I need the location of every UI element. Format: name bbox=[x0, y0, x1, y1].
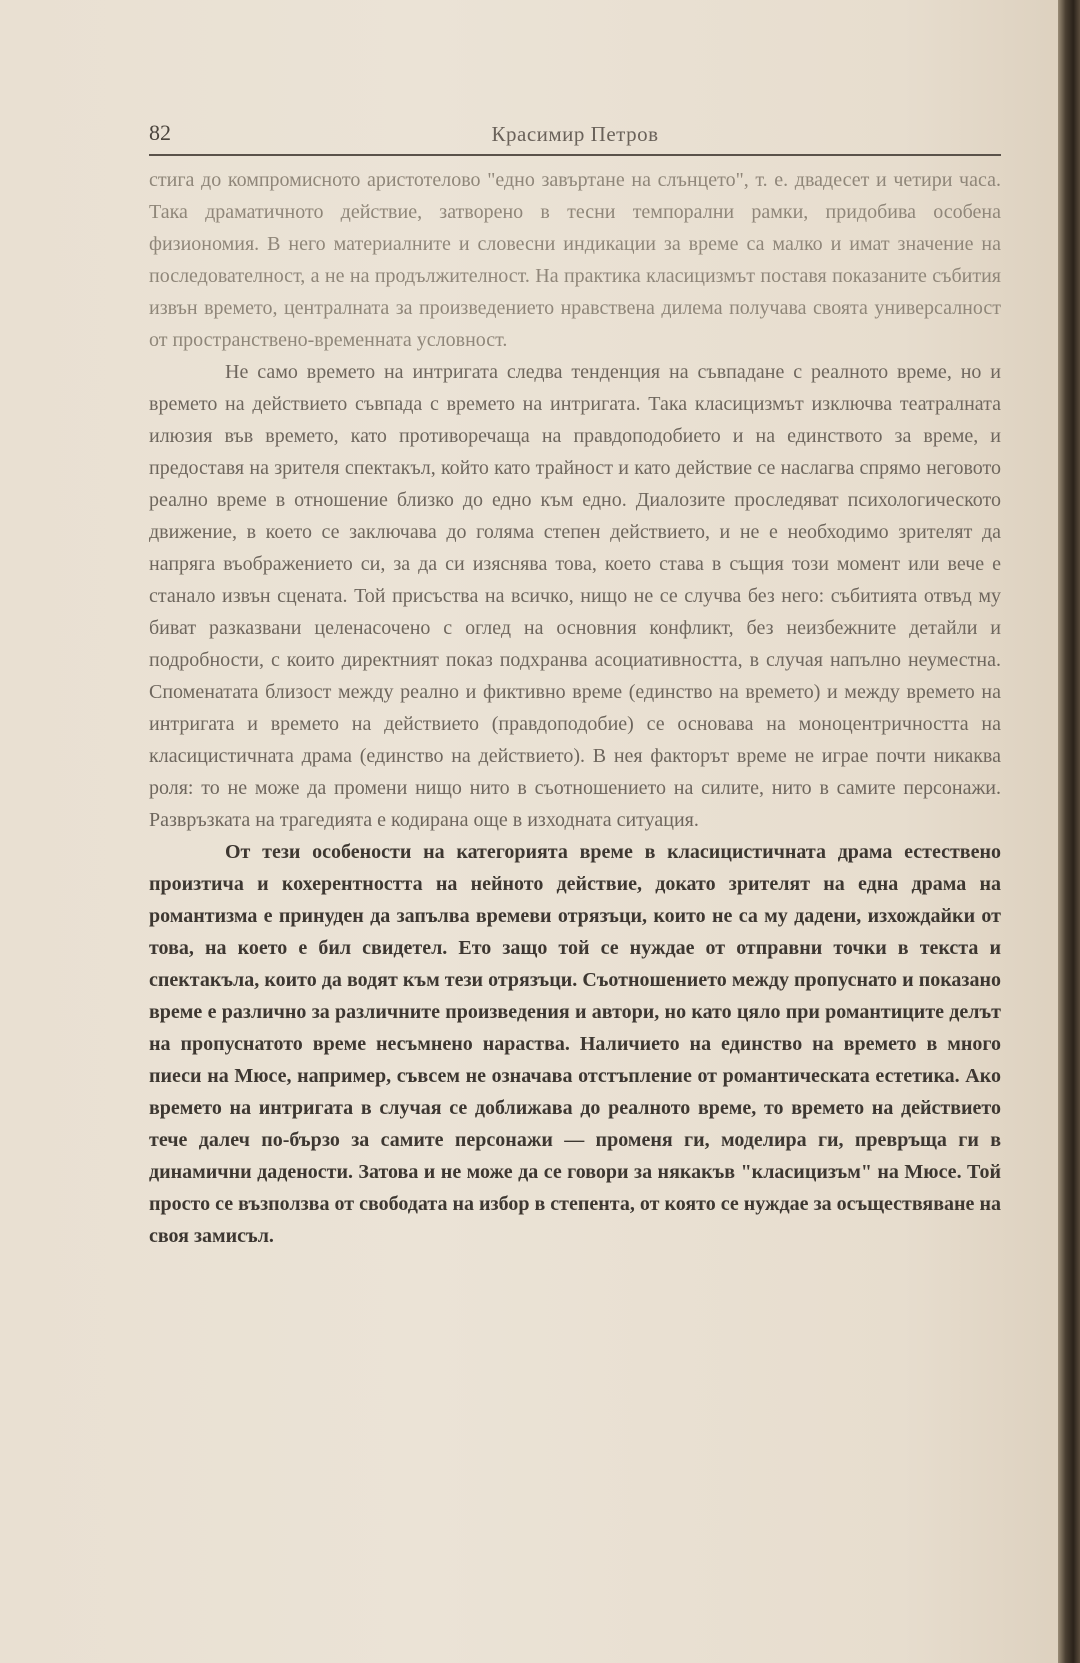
paragraph: Не само времето на интригата следва тенденция на съвпадане с реалното време, но и времето на действието съвпада с времето на интригата. Така класицизмът изключва театралната илюзия във времето, като противоречаща на правдоподобието и на единството за време, и предоставя на зрителя спектакъл, който като трайност и като действие се наслагва спрямо неговото реално време в отношение близко до едно към едно. Диалозите проследяват психологическото движение, в което се заключава до голяма степен действието, и не е необходимо зрителят да напряга въображението си, за да си изяснява това, което става в същия този момент или вече е станало извън сцената. Той присъства на всичко, нищо не се случва без него: събитията отвъд му биват разказвани целенасочено с оглед на основния конфликт, без неизбежните детайли и подробности, с които директният показ подхранва асоциативността, в случая напълно неуместна. Споменатата близост между реално и фиктивно време (единство на времето) и между времето на интригата и времето на действието (правдоподобие) се основава на моноцентричността на класицистичната драма (единство на действието). В нея факторът време не играе почти никаква роля: то не може да промени нищо нито в съотношението на силите, нито в самите персонажи. Развръзката на трагедията е кодирана още в изходната ситуация. bbox=[149, 361, 1001, 831]
book-binding-edge bbox=[1058, 0, 1080, 1663]
page-header bbox=[149, 118, 1001, 156]
paragraph: От тези особености на категорията време в класицистичната драма естествено произтича и кохерентността на нейното действие, докато зрителят на една драма на романтизма е принуден да запълва времеви отрязъци, които не са му дадени, изхождайки от това, на което е бил свидетел. Ето защо той се нуждае от отправни точки в текста и спектакъла, които да водят към тези отрязъци. Съотношението между пропуснато и показано време е различно за различните произведения и автори, но като цяло при романтиците делът на пропуснатото време несъмнено нараства. Наличието на единство на времето в много пиеси на Мюсе, например, съвсем не означава отстъпление от романтическата естетика. Ако времето на интригата в случая се доближава до реалното време, то времето на действието тече далеч по-бързо за самите персонажи — променя ги, моделира ги, превръща ги в динамични дадености. Затова и не може да се говори за някакъв "класицизъм" на Мюсе. Той просто се възползва от свободата на избор в степента, от която се нуждае за осъществяване на своя замисъл. bbox=[149, 841, 1001, 1247]
body-text bbox=[149, 164, 1001, 1252]
page-number: 82 bbox=[149, 120, 171, 145]
running-title: Красимир Петров bbox=[491, 122, 659, 146]
paragraph: стига до компромисното аристотелово "едно завъртане на слънцето", т. е. двадесет и четири часа. Така драматичното действие, затворено в тесни темпорални рамки, придобива особена физиономия. В него материалните и словесни индикации за време са малко и имат значение на последователност, а не на продължителност. На практика класицизмът поставя показаните събития извън времето, централната за произведението нравствена дилема получава своята универсалност от пространствено-временната условност. bbox=[149, 169, 1001, 351]
